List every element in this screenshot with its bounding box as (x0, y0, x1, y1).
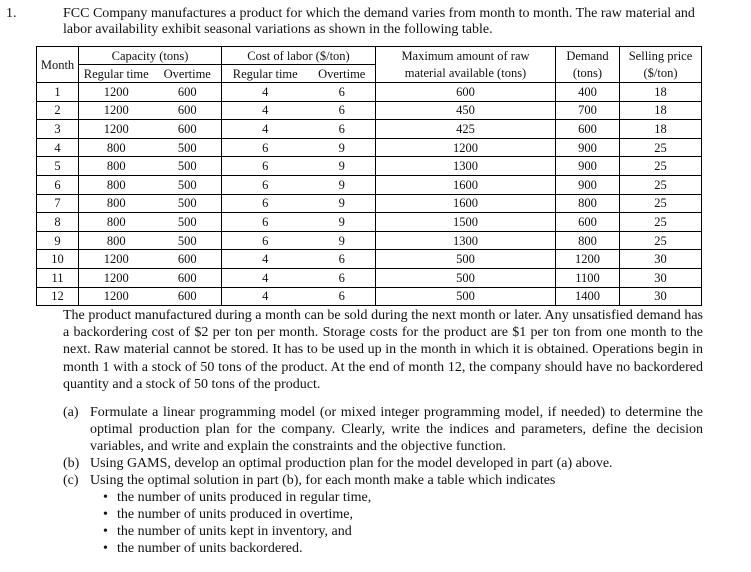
cell-month: 4 (37, 138, 79, 157)
cell-max-material: 500 (376, 268, 556, 287)
table-row (37, 287, 702, 306)
cell-labor-regular: 4 (222, 287, 309, 306)
header-max-material-1: Maximum amount of raw (376, 47, 556, 65)
cell-selling-price: 18 (620, 83, 702, 102)
table-row (37, 213, 702, 232)
cell-labor-overtime: 9 (309, 157, 376, 176)
table-row (37, 231, 702, 250)
cell-labor-regular: 4 (222, 250, 309, 269)
cell-month: 11 (37, 268, 79, 287)
header-price-1: Selling price (620, 47, 702, 65)
cell-selling-price: 18 (620, 101, 702, 120)
cell-labor-regular: 6 (222, 157, 309, 176)
table-row (37, 268, 702, 287)
table-body (37, 83, 702, 306)
table-row (37, 250, 702, 269)
cell-month: 6 (37, 175, 79, 194)
cell-labor-overtime: 9 (309, 175, 376, 194)
header-labor-overtime: Overtime (309, 65, 376, 83)
bullet-item: • the number of units produced in regular time, (117, 489, 703, 506)
cell-labor-regular: 6 (222, 213, 309, 232)
cell-month: 1 (37, 83, 79, 102)
cell-demand: 800 (556, 231, 620, 250)
part-text: Formulate a linear programming model (or mixed integer programming model, if needed) to determine the optimal production plan for the company. Clearly, write the indices and parameters, define the decision variables, and write and explain the constraints and the objective function. (90, 405, 703, 454)
data-table (36, 46, 702, 306)
cell-demand: 1400 (556, 287, 620, 306)
description-paragraph: The product manufactured during a month can be sold during the next month or later. Any unsatisfied demand has a backordering cost of $2 per ton per month. Storage costs for the product are $1 per ton from one month to the next. Raw material cannot be stored. It has to be used up in the month in which it is obtained. Operations begin in month 1 with a stock of 50 tons of the product. At the end of month 12, the company should have no backordered quantity and a stock of 50 tons of the product. (63, 308, 703, 392)
bullet-item: • the number of units produced in overtime, (117, 506, 703, 523)
table-row (37, 194, 702, 213)
cell-max-material: 1300 (376, 157, 556, 176)
cell-demand: 1200 (556, 250, 620, 269)
cell-selling-price: 25 (620, 231, 702, 250)
cell-selling-price: 25 (620, 175, 702, 194)
cell-max-material: 1500 (376, 213, 556, 232)
cell-labor-regular: 4 (222, 101, 309, 120)
cell-max-material: 1300 (376, 231, 556, 250)
header-demand-1: Demand (556, 47, 620, 65)
header-capacity-overtime: Overtime (154, 65, 222, 83)
cell-labor-overtime: 6 (309, 250, 376, 269)
cell-capacity-overtime: 500 (154, 194, 222, 213)
cell-max-material: 1600 (376, 194, 556, 213)
header-demand-2: (tons) (556, 65, 620, 83)
cell-selling-price: 25 (620, 157, 702, 176)
cell-demand: 600 (556, 120, 620, 139)
table-row (37, 101, 702, 120)
cell-labor-regular: 6 (222, 231, 309, 250)
header-labor-cost: Cost of labor ($/ton) (222, 47, 376, 65)
part-text: Using GAMS, develop an optimal production plan for the model developed in part (a) above. (90, 456, 613, 471)
cell-month: 3 (37, 120, 79, 139)
cell-month: 9 (37, 231, 79, 250)
header-labor-regular: Regular time (222, 65, 309, 83)
cell-capacity-overtime: 600 (154, 101, 222, 120)
cell-month: 7 (37, 194, 79, 213)
cell-selling-price: 25 (620, 194, 702, 213)
table-row (37, 175, 702, 194)
cell-demand: 900 (556, 157, 620, 176)
cell-capacity-regular: 1200 (79, 120, 154, 139)
cell-demand: 900 (556, 138, 620, 157)
part-label: (c) (63, 473, 79, 488)
header-month: Month (37, 47, 79, 83)
part-label: (a) (63, 405, 79, 420)
cell-capacity-regular: 1200 (79, 83, 154, 102)
cell-month: 5 (37, 157, 79, 176)
cell-selling-price: 25 (620, 138, 702, 157)
cell-labor-regular: 4 (222, 268, 309, 287)
cell-labor-overtime: 9 (309, 194, 376, 213)
cell-capacity-regular: 800 (79, 138, 154, 157)
part-label: (b) (63, 456, 80, 471)
cell-labor-overtime: 6 (309, 268, 376, 287)
header-max-material-2: material available (tons) (376, 65, 556, 83)
cell-labor-regular: 4 (222, 120, 309, 139)
cell-max-material: 1600 (376, 175, 556, 194)
table-row (37, 138, 702, 157)
cell-capacity-overtime: 600 (154, 287, 222, 306)
cell-capacity-regular: 800 (79, 213, 154, 232)
cell-demand: 700 (556, 101, 620, 120)
table-row (37, 157, 702, 176)
cell-max-material: 500 (376, 250, 556, 269)
cell-labor-regular: 4 (222, 83, 309, 102)
cell-capacity-regular: 1200 (79, 101, 154, 120)
cell-capacity-overtime: 500 (154, 157, 222, 176)
cell-capacity-overtime: 500 (154, 213, 222, 232)
cell-labor-regular: 6 (222, 194, 309, 213)
header-price-2: ($/ton) (620, 65, 702, 83)
cell-labor-overtime: 9 (309, 231, 376, 250)
cell-capacity-regular: 1200 (79, 287, 154, 306)
cell-labor-overtime: 9 (309, 213, 376, 232)
cell-labor-regular: 6 (222, 175, 309, 194)
cell-capacity-overtime: 600 (154, 250, 222, 269)
question-number: 1. (6, 6, 17, 21)
part-text: Using the optimal solution in part (b), for each month make a table which indicates (90, 473, 556, 488)
cell-month: 12 (37, 287, 79, 306)
cell-capacity-regular: 800 (79, 157, 154, 176)
cell-capacity-regular: 800 (79, 231, 154, 250)
cell-selling-price: 25 (620, 213, 702, 232)
cell-demand: 800 (556, 194, 620, 213)
cell-capacity-overtime: 600 (154, 83, 222, 102)
part-b (63, 455, 703, 472)
cell-max-material: 450 (376, 101, 556, 120)
cell-labor-overtime: 6 (309, 287, 376, 306)
cell-selling-price: 30 (620, 268, 702, 287)
bullet-item: • the number of units backordered. (117, 540, 703, 557)
part-c (63, 472, 703, 489)
cell-capacity-overtime: 500 (154, 175, 222, 194)
cell-demand: 1100 (556, 268, 620, 287)
cell-capacity-overtime: 500 (154, 138, 222, 157)
cell-demand: 400 (556, 83, 620, 102)
cell-selling-price: 30 (620, 287, 702, 306)
cell-capacity-regular: 800 (79, 175, 154, 194)
cell-capacity-regular: 1200 (79, 250, 154, 269)
cell-max-material: 500 (376, 287, 556, 306)
cell-labor-regular: 6 (222, 138, 309, 157)
part-a (63, 404, 703, 455)
cell-selling-price: 18 (620, 120, 702, 139)
cell-labor-overtime: 6 (309, 120, 376, 139)
cell-capacity-regular: 800 (79, 194, 154, 213)
cell-max-material: 425 (376, 120, 556, 139)
cell-demand: 900 (556, 175, 620, 194)
cell-max-material: 1200 (376, 138, 556, 157)
table-row (37, 120, 702, 139)
cell-labor-overtime: 9 (309, 138, 376, 157)
cell-selling-price: 30 (620, 250, 702, 269)
question-parts (63, 404, 703, 557)
cell-capacity-overtime: 600 (154, 120, 222, 139)
bullet-item: • the number of units kept in inventory, and (117, 523, 703, 540)
cell-capacity-regular: 1200 (79, 268, 154, 287)
header-capacity: Capacity (tons) (79, 47, 222, 65)
table-row (37, 83, 702, 102)
cell-max-material: 600 (376, 83, 556, 102)
cell-demand: 600 (556, 213, 620, 232)
cell-capacity-overtime: 500 (154, 231, 222, 250)
bullet-list (63, 489, 703, 557)
cell-month: 10 (37, 250, 79, 269)
intro-text: FCC Company manufactures a product for which the demand varies from month to month. The raw material and labor availability exhibit seasonal variations as shown in the following table. (63, 6, 695, 37)
cell-month: 2 (37, 101, 79, 120)
header-capacity-regular: Regular time (79, 65, 154, 83)
cell-labor-overtime: 6 (309, 101, 376, 120)
cell-month: 8 (37, 213, 79, 232)
cell-capacity-overtime: 600 (154, 268, 222, 287)
cell-labor-overtime: 6 (309, 83, 376, 102)
